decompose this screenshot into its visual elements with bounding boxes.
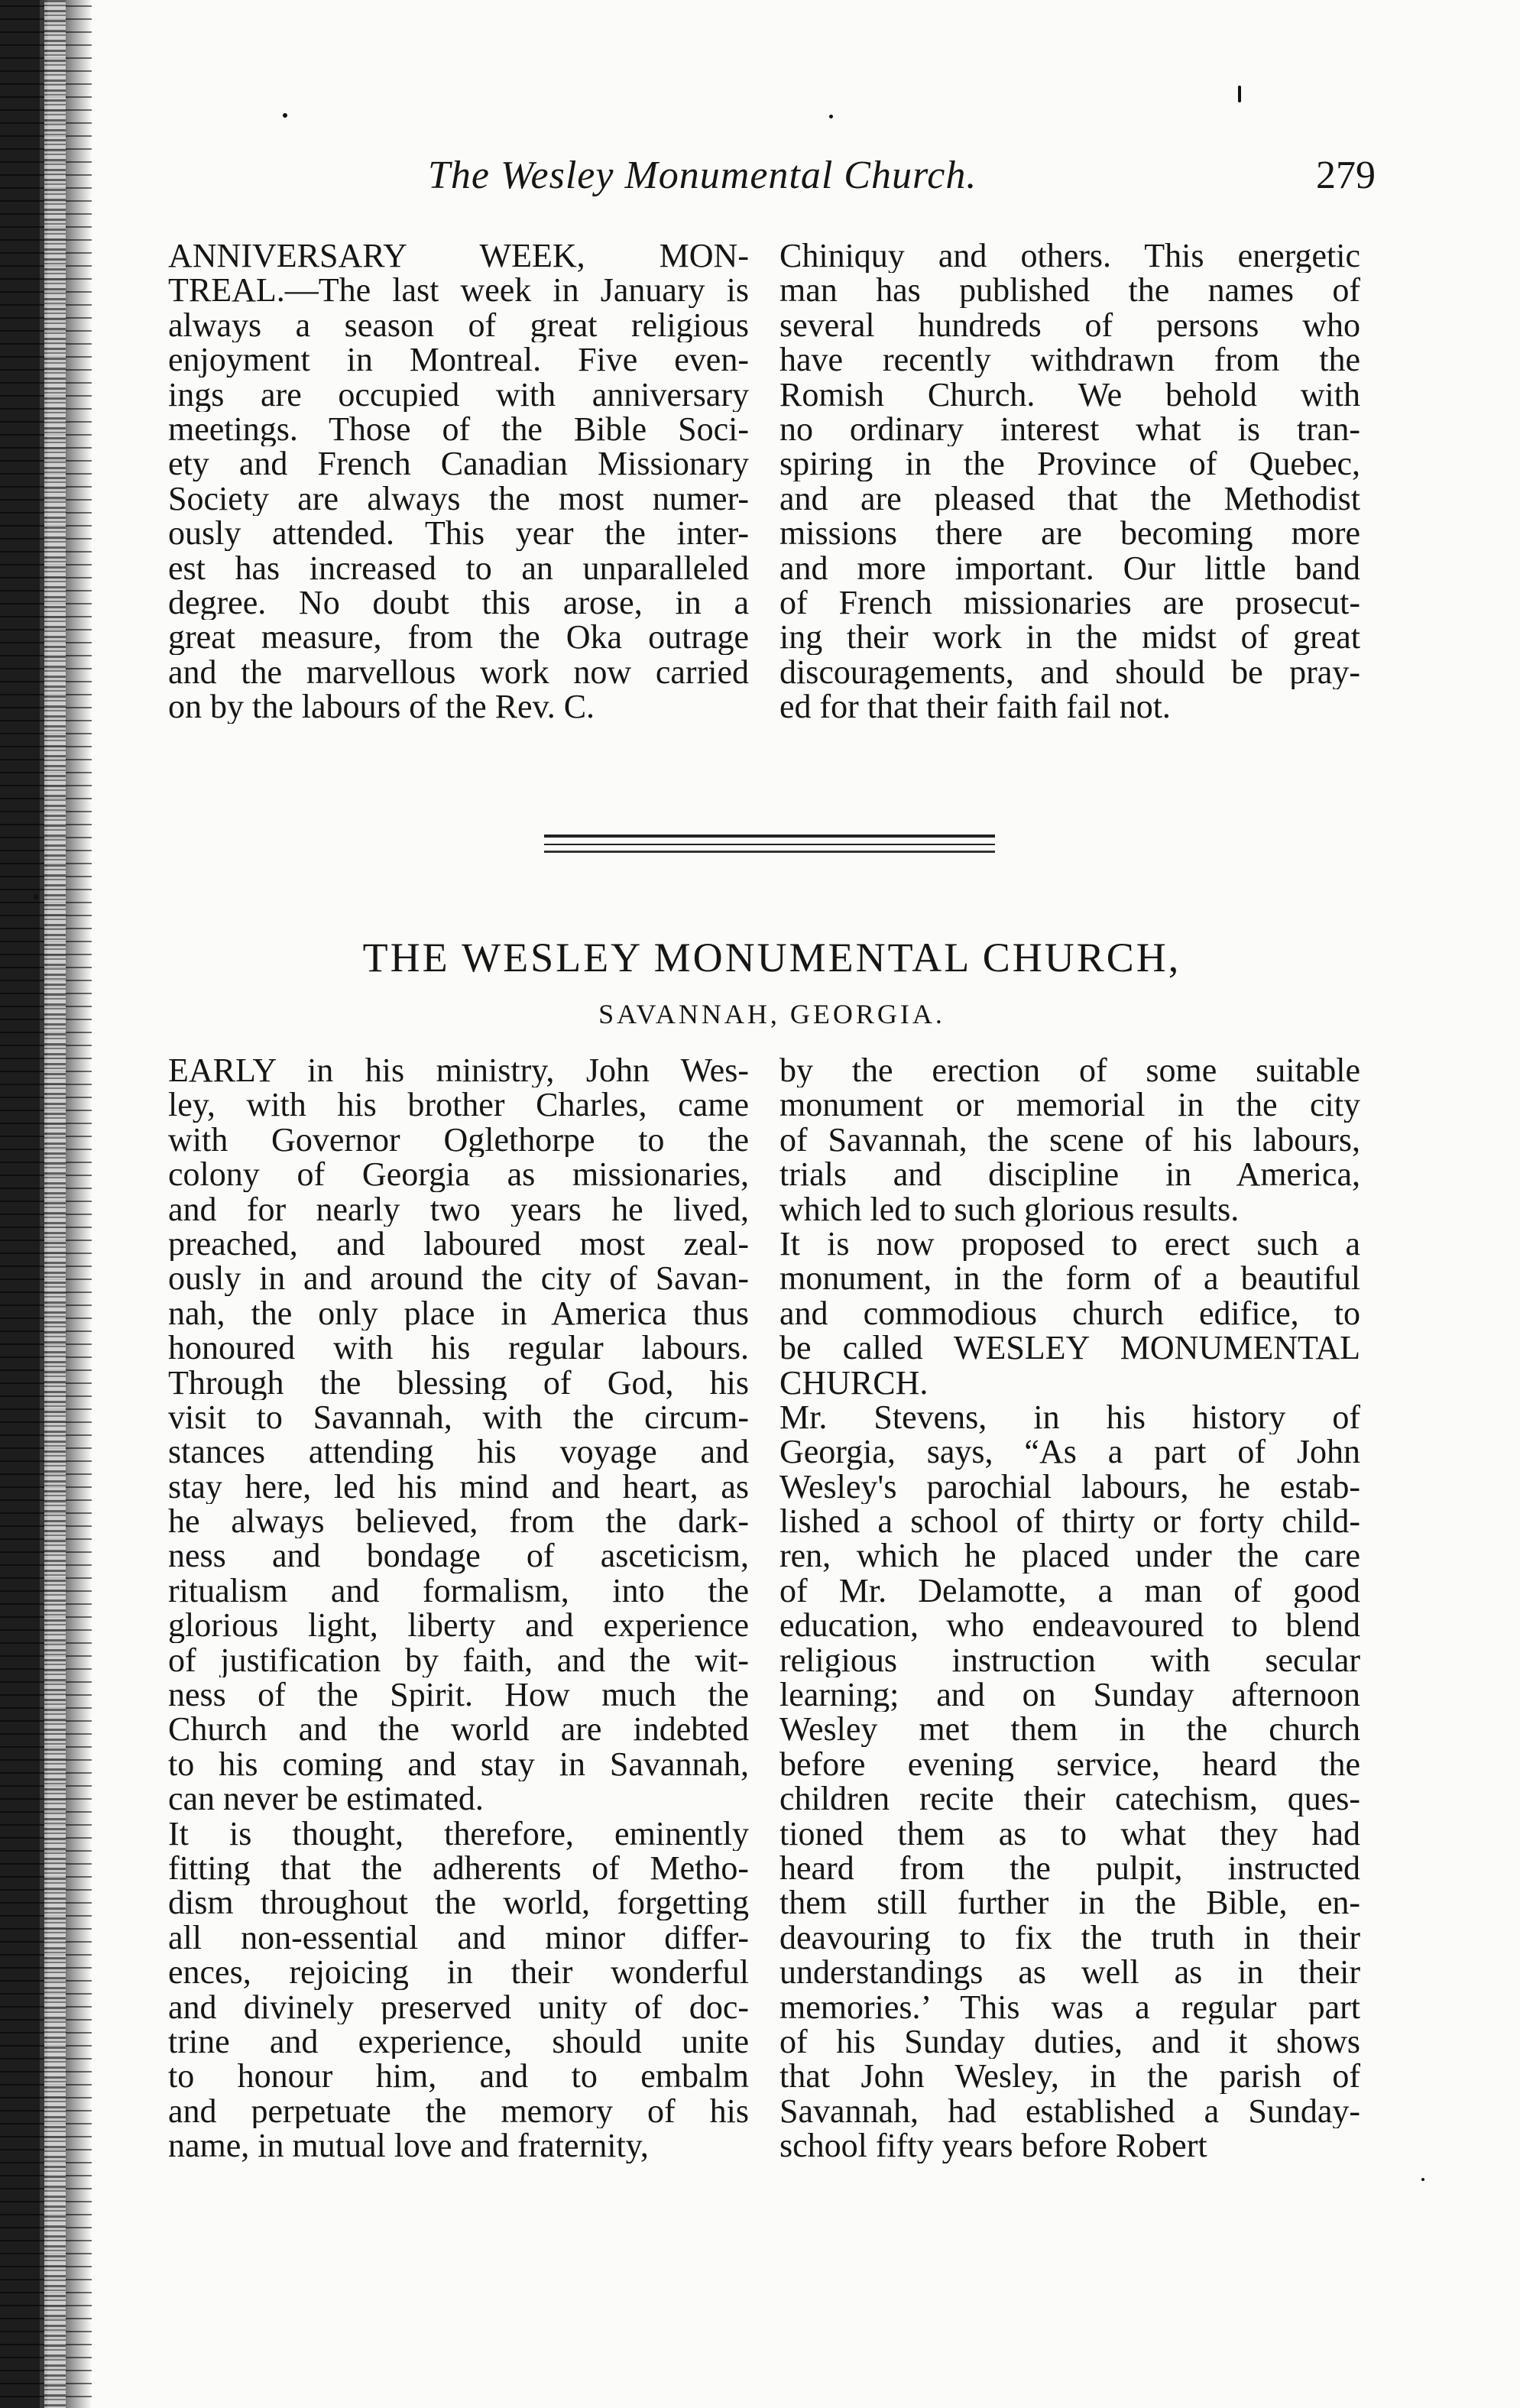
text-line: Through the blessing of God, his: [168, 1365, 749, 1400]
section-divider-rule: [544, 851, 995, 853]
text-line: dism throughout the world, forgetting: [168, 1885, 749, 1920]
text-line: to his coming and stay in Savannah,: [168, 1746, 749, 1782]
text-line: ley, with his brother Charles, came: [168, 1087, 749, 1123]
text-line: trials and discipline in America,: [779, 1157, 1360, 1192]
text-line: of Mr. Delamotte, a man of good: [779, 1573, 1360, 1609]
print-speck: [829, 115, 833, 118]
text-line: great measure, from the Oka outrage: [168, 620, 749, 655]
text-line: ing their work in the midst of great: [779, 620, 1360, 655]
text-line: and the marvellous work now carried: [168, 654, 749, 690]
text-line: of his Sunday duties, and it shows: [779, 2024, 1360, 2060]
text-line: which led to such glorious results.: [779, 1191, 1240, 1227]
text-line: ously attended. This year the inter-: [168, 516, 749, 551]
text-line: be called WESLEY MONUMENTAL: [779, 1330, 1360, 1366]
text-line: honoured with his regular labours.: [168, 1330, 749, 1366]
text-line: spiring in the Province of Quebec,: [779, 446, 1360, 481]
text-line: children recite their catechism, ques-: [779, 1781, 1360, 1817]
text-line: and for nearly two years he lived,: [168, 1191, 749, 1227]
text-line: monument, in the form of a beautiful: [779, 1261, 1360, 1296]
text-line: several hundreds of persons who: [779, 307, 1360, 343]
text-line: glorious light, liberty and experience: [168, 1608, 749, 1643]
page-number: 279: [1316, 154, 1376, 197]
print-speck: [1421, 2178, 1424, 2181]
print-speck: [283, 113, 287, 118]
text-line: Romish Church. We behold with: [779, 377, 1360, 412]
text-line: memories.’ This was a regular part: [779, 1989, 1360, 2024]
text-line: It is thought, therefore, eminently: [168, 1816, 749, 1851]
text-line: and divinely preserved unity of doc-: [168, 1989, 749, 2024]
text-line: Mr. Stevens, in his history of: [779, 1399, 1360, 1435]
text-line: Georgia, says, “As a part of John: [779, 1434, 1360, 1470]
text-line: learning; and on Sunday afternoon: [779, 1677, 1360, 1713]
text-line: understandings as well as in their: [779, 1955, 1360, 1990]
text-line: visit to Savannah, with the circum-: [168, 1399, 749, 1435]
text-line: name, in mutual love and fraternity,: [168, 2128, 649, 2163]
text-line: always a season of great religious: [168, 307, 749, 343]
text-line: tioned them as to what they had: [779, 1816, 1360, 1851]
text-line: can never be estimated.: [168, 1781, 484, 1817]
page-header: [428, 153, 1376, 206]
text-line: that John Wesley, in the parish of: [779, 2059, 1360, 2094]
text-line: Chiniquy and others. This energetic: [779, 238, 1360, 274]
text-line: est has increased to an unparalleled: [168, 550, 749, 585]
article-title: THE WESLEY MONUMENTAL CHURCH,: [362, 935, 1181, 980]
text-line: no ordinary interest what is tran-: [779, 411, 1360, 447]
text-line: have recently withdrawn from the: [779, 342, 1360, 378]
text-line: ANNIVERSARY WEEK, MON-: [168, 238, 749, 274]
text-line: to honour him, and to embalm: [168, 2059, 749, 2094]
text-line: religious instruction with secular: [779, 1642, 1360, 1678]
text-line: EARLY in his ministry, John Wes-: [168, 1053, 749, 1088]
text-line: TREAL.—The last week in January is: [168, 273, 749, 308]
text-line: CHURCH.: [779, 1365, 929, 1400]
section-divider-rule: [544, 835, 995, 838]
text-line: school fifty years before Robert: [779, 2128, 1207, 2163]
text-line: ety and French Canadian Missionary: [168, 446, 749, 481]
text-line: stay here, led his mind and heart, as: [168, 1469, 749, 1505]
text-line: lished a school of thirty or forty child-: [779, 1504, 1360, 1539]
text-line: ness and bondage of asceticism,: [168, 1538, 749, 1573]
text-line: by the erection of some suitable: [779, 1053, 1360, 1088]
text-line: Wesley met them in the church: [779, 1712, 1360, 1747]
text-line: he always believed, from the dark-: [168, 1504, 749, 1539]
text-line: missions there are becoming more: [779, 516, 1360, 551]
text-line: Wesley's parochial labours, he estab-: [779, 1469, 1360, 1505]
text-line: ously in and around the city of Savan-: [168, 1261, 749, 1296]
text-line: ren, which he placed under the care: [779, 1538, 1360, 1573]
text-line: of Savannah, the scene of his labours,: [779, 1122, 1360, 1158]
article-column-right: [779, 1053, 1360, 2163]
text-line: stances attending his voyage and: [168, 1434, 749, 1470]
text-line: and are pleased that the Methodist: [779, 481, 1360, 517]
notice-column-left: [168, 238, 749, 724]
text-line: and commodious church edifice, to: [779, 1295, 1360, 1331]
text-line: ed for that their faith fail not.: [779, 689, 1171, 724]
print-speck: [34, 894, 39, 899]
text-line: and more important. Our little band: [779, 550, 1360, 585]
text-line: nah, the only place in America thus: [168, 1295, 749, 1331]
text-line: of French missionaries are prosecut-: [779, 585, 1360, 621]
binding-edge: [0, 0, 92, 2408]
section-divider-rule: [544, 844, 995, 845]
text-line: colony of Georgia as missionaries,: [168, 1157, 749, 1192]
text-line: all non-essential and minor differ-: [168, 1920, 749, 1956]
text-line: ness of the Spirit. How much the: [168, 1677, 749, 1713]
running-title: The Wesley Monumental Church.: [428, 154, 977, 197]
text-line: of justification by faith, and the wit-: [168, 1642, 749, 1678]
text-line: preached, and laboured most zeal-: [168, 1226, 749, 1262]
text-line: ences, rejoicing in their wonderful: [168, 1955, 749, 1990]
text-line: fitting that the adherents of Metho-: [168, 1850, 749, 1886]
text-line: discouragements, and should be pray-: [779, 654, 1360, 690]
binding-stitching: [44, 0, 66, 2408]
text-line: ritualism and formalism, into the: [168, 1573, 749, 1609]
text-line: with Governor Oglethorpe to the: [168, 1122, 749, 1158]
text-line: before evening service, heard the: [779, 1746, 1360, 1782]
text-line: ings are occupied with anniversary: [168, 377, 749, 412]
text-line: meetings. Those of the Bible Soci-: [168, 411, 749, 447]
notice-column-right: [779, 238, 1360, 724]
text-line: enjoyment in Montreal. Five even-: [168, 342, 749, 378]
text-line: man has published the names of: [779, 273, 1360, 308]
text-line: It is now proposed to erect such a: [779, 1226, 1360, 1262]
text-line: on by the labours of the Rev. C.: [168, 689, 595, 724]
text-line: and perpetuate the memory of his: [168, 2093, 749, 2129]
article-column-left: [168, 1053, 749, 2163]
print-speck: [1238, 86, 1241, 102]
text-line: deavouring to fix the truth in their: [779, 1920, 1360, 1956]
text-line: them still further in the Bible, en-: [779, 1885, 1360, 1920]
article-subtitle: SAVANNAH, GEORGIA.: [598, 999, 945, 1029]
text-line: Savannah, had established a Sunday-: [779, 2093, 1360, 2129]
text-line: Church and the world are indebted: [168, 1712, 749, 1747]
text-line: monument or memorial in the city: [779, 1087, 1360, 1123]
text-line: heard from the pulpit, instructed: [779, 1850, 1360, 1886]
text-line: degree. No doubt this arose, in a: [168, 585, 749, 621]
text-line: trine and experience, should unite: [168, 2024, 749, 2060]
text-line: Society are always the most numer-: [168, 481, 749, 517]
text-line: education, who endeavoured to blend: [779, 1608, 1360, 1643]
